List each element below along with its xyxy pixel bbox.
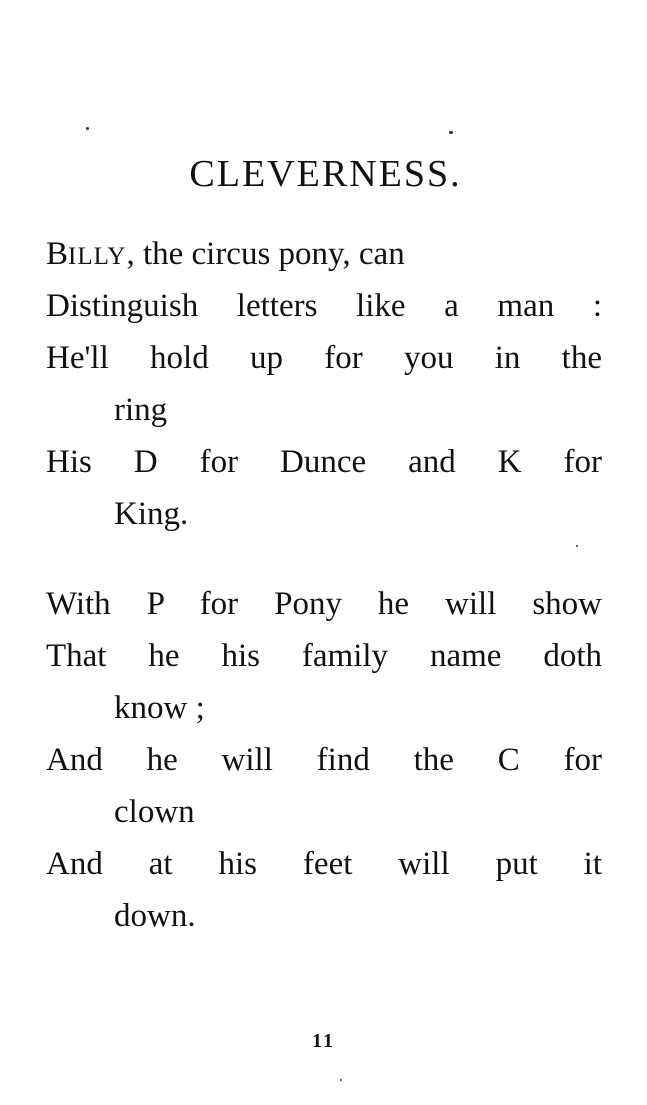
- poem-line: His D for Dunce and K for: [46, 444, 602, 480]
- poem-line-text: , the circus pony, can: [126, 236, 405, 272]
- print-speck: [340, 1079, 342, 1081]
- page-number: 11: [312, 1030, 335, 1052]
- poem-line: [46, 228, 602, 280]
- poem-line-continuation: down.: [114, 898, 196, 934]
- stanza-1: [46, 228, 602, 540]
- poem-line: And he will find the C for: [46, 742, 602, 778]
- poem-title: CLEVERNESS.: [189, 153, 462, 195]
- poem-line-continuation: clown: [114, 794, 195, 830]
- poem-line-continuation: ring: [114, 392, 168, 428]
- print-speck: [449, 131, 453, 134]
- poem-line: With P for Pony he will show: [46, 586, 602, 622]
- drop-initial: B: [46, 236, 69, 272]
- poem-line: He'll hold up for you in the: [46, 340, 602, 376]
- print-speck: [576, 545, 578, 547]
- print-speck: [86, 127, 89, 130]
- poem-line: Distinguish letters like a man :: [46, 288, 602, 324]
- stanza-2: [46, 578, 602, 942]
- poem-line: And at his feet will put it: [46, 846, 602, 882]
- poem-line-continuation: King.: [114, 496, 189, 532]
- poem-line-continuation: know ;: [114, 690, 205, 726]
- poem-line: That he his family name doth: [46, 638, 602, 674]
- small-caps-word: ILLY: [68, 243, 127, 270]
